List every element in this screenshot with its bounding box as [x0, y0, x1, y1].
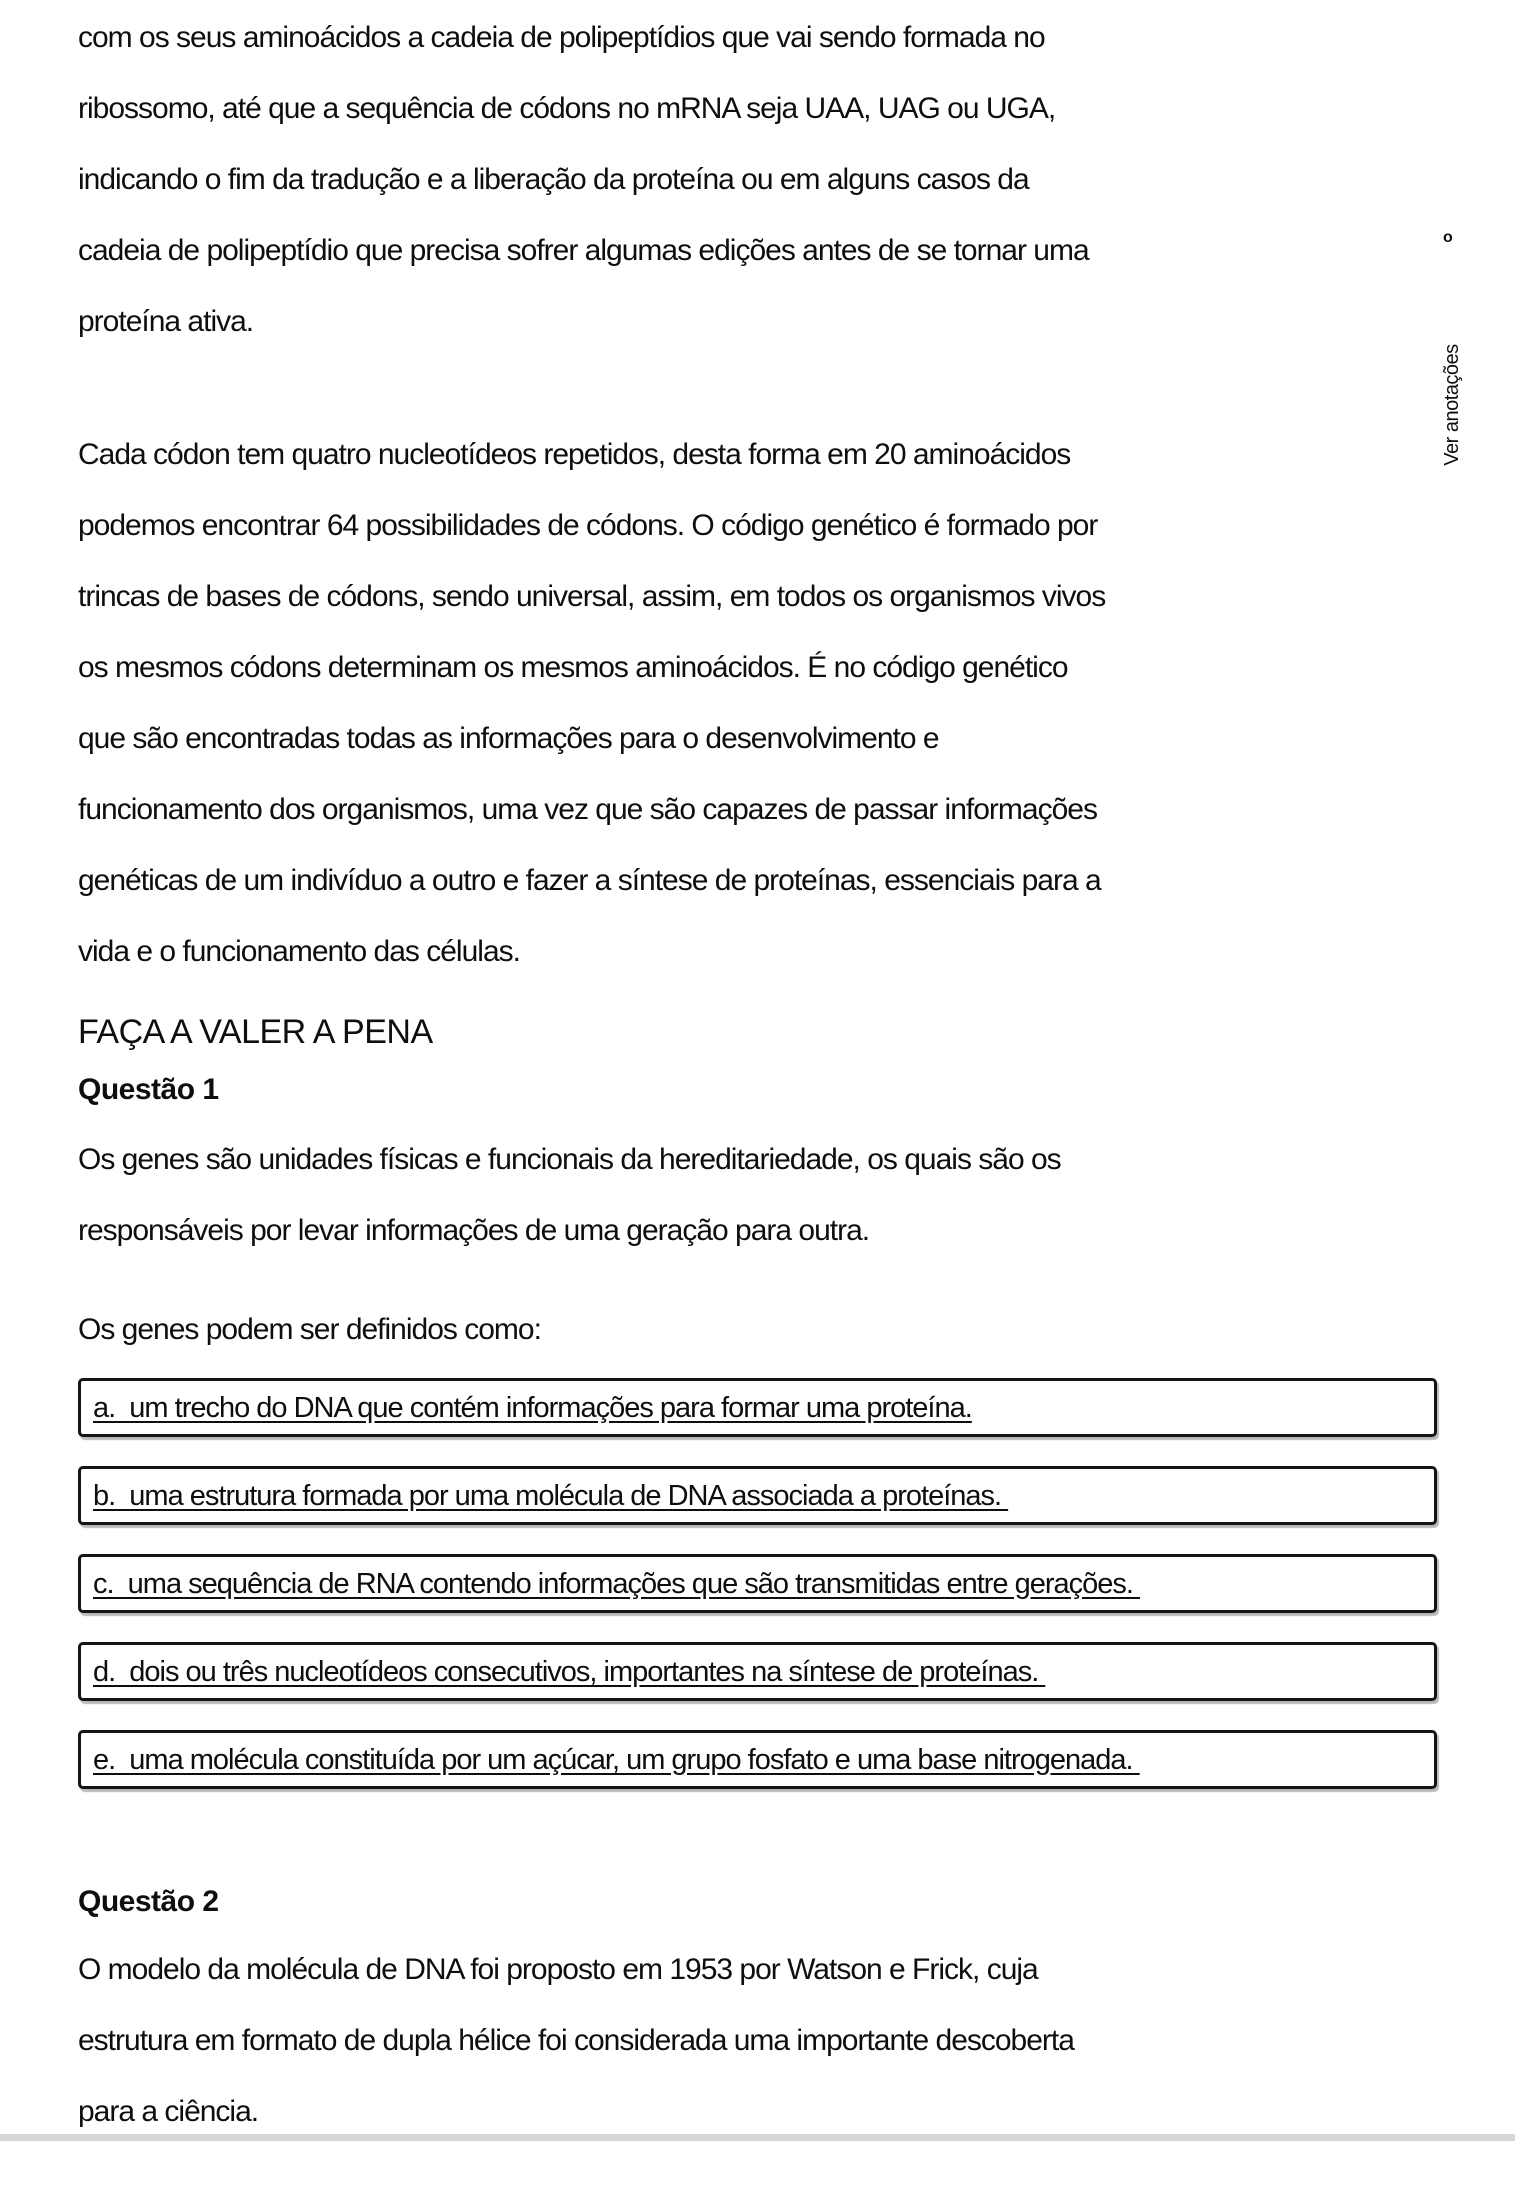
paragraph-line: funcionamento dos organismos, uma vez que são capazes de passar informações — [78, 793, 1097, 826]
question-1-prompt — [78, 1294, 541, 1365]
paragraph-line: indicando o fim da tradução e a liberação da proteína ou em alguns casos da — [78, 163, 1029, 196]
answer-option-a-label: a. um trecho do DNA que contém informações para formar uma proteína. — [93, 1391, 972, 1424]
view-annotations-tab[interactable]: Ver anotações — [1441, 344, 1463, 466]
answer-option-b-label: b. uma estrutura formada por uma molécula de DNA associada a proteínas. — [93, 1479, 1009, 1512]
paragraph-line: os mesmos códons determinam os mesmos aminoácidos. É no código genético — [78, 651, 1068, 684]
question-1-title: Questão 1 — [78, 1073, 219, 1106]
answer-option-a[interactable] — [78, 1378, 1437, 1437]
paragraph-2 — [78, 419, 1105, 987]
question-1-intro — [78, 1124, 1061, 1266]
paragraph-line: para a ciência. — [78, 2095, 259, 2128]
paragraph-line: podemos encontrar 64 possibilidades de códons. O código genético é formado por — [78, 509, 1098, 542]
paragraph-line: que são encontradas todas as informações para o desenvolvimento e — [78, 722, 939, 755]
question-2-text — [78, 1934, 1074, 2147]
answer-option-b[interactable] — [78, 1466, 1437, 1525]
answer-option-d-label: d. dois ou três nucleotídeos consecutivos, importantes na síntese de proteínas. — [93, 1655, 1046, 1688]
answer-option-c[interactable] — [78, 1554, 1437, 1613]
paragraph-line: cadeia de polipeptídio que precisa sofrer algumas edições antes de se tornar uma — [78, 234, 1089, 267]
question-2-title: Questão 2 — [78, 1885, 219, 1918]
answer-option-e-label: e. uma molécula constituída por um açúcar, um grupo fosfato e uma base nitrogenada. — [93, 1743, 1140, 1776]
answer-option-c-label: c. uma sequência de RNA contendo informações que são transmitidas entre gerações. — [93, 1567, 1141, 1600]
paragraph-line: Os genes são unidades físicas e funcionais da hereditariedade, os quais são os — [78, 1143, 1061, 1176]
paragraph-line: trincas de bases de códons, sendo universal, assim, em todos os organismos vivos — [78, 580, 1106, 613]
paragraph-1 — [78, 2, 1089, 357]
paragraph-line: estrutura em formato de dupla hélice foi considerada uma importante descoberta — [78, 2024, 1074, 2057]
paragraph-line: Cada códon tem quatro nucleotídeos repetidos, desta forma em 20 aminoácidos — [78, 438, 1071, 471]
answer-option-e[interactable] — [78, 1730, 1437, 1789]
paragraph-line: responsáveis por levar informações de uma geração para outra. — [78, 1214, 870, 1247]
paragraph-line: Os genes podem ser definidos como: — [78, 1313, 541, 1346]
section-heading: FAÇA A VALER A PENA — [78, 1013, 433, 1051]
paragraph-line: genéticas de um indivíduo a outro e fazer a síntese de proteínas, essenciais para a — [78, 864, 1101, 897]
paragraph-line: ribossomo, até que a sequência de códons no mRNA seja UAA, UAG ou UGA, — [78, 92, 1056, 125]
paragraph-line: proteína ativa. — [78, 305, 254, 338]
annotation-indicator-icon: o — [1443, 229, 1453, 246]
paragraph-line: com os seus aminoácidos a cadeia de polipeptídios que vai sendo formada no — [78, 21, 1045, 54]
paragraph-line: O modelo da molécula de DNA foi proposto em 1953 por Watson e Frick, cuja — [78, 1953, 1038, 1986]
paragraph-line: vida e o funcionamento das células. — [78, 935, 520, 968]
page-divider — [0, 2134, 1515, 2141]
answer-option-d[interactable] — [78, 1642, 1437, 1701]
